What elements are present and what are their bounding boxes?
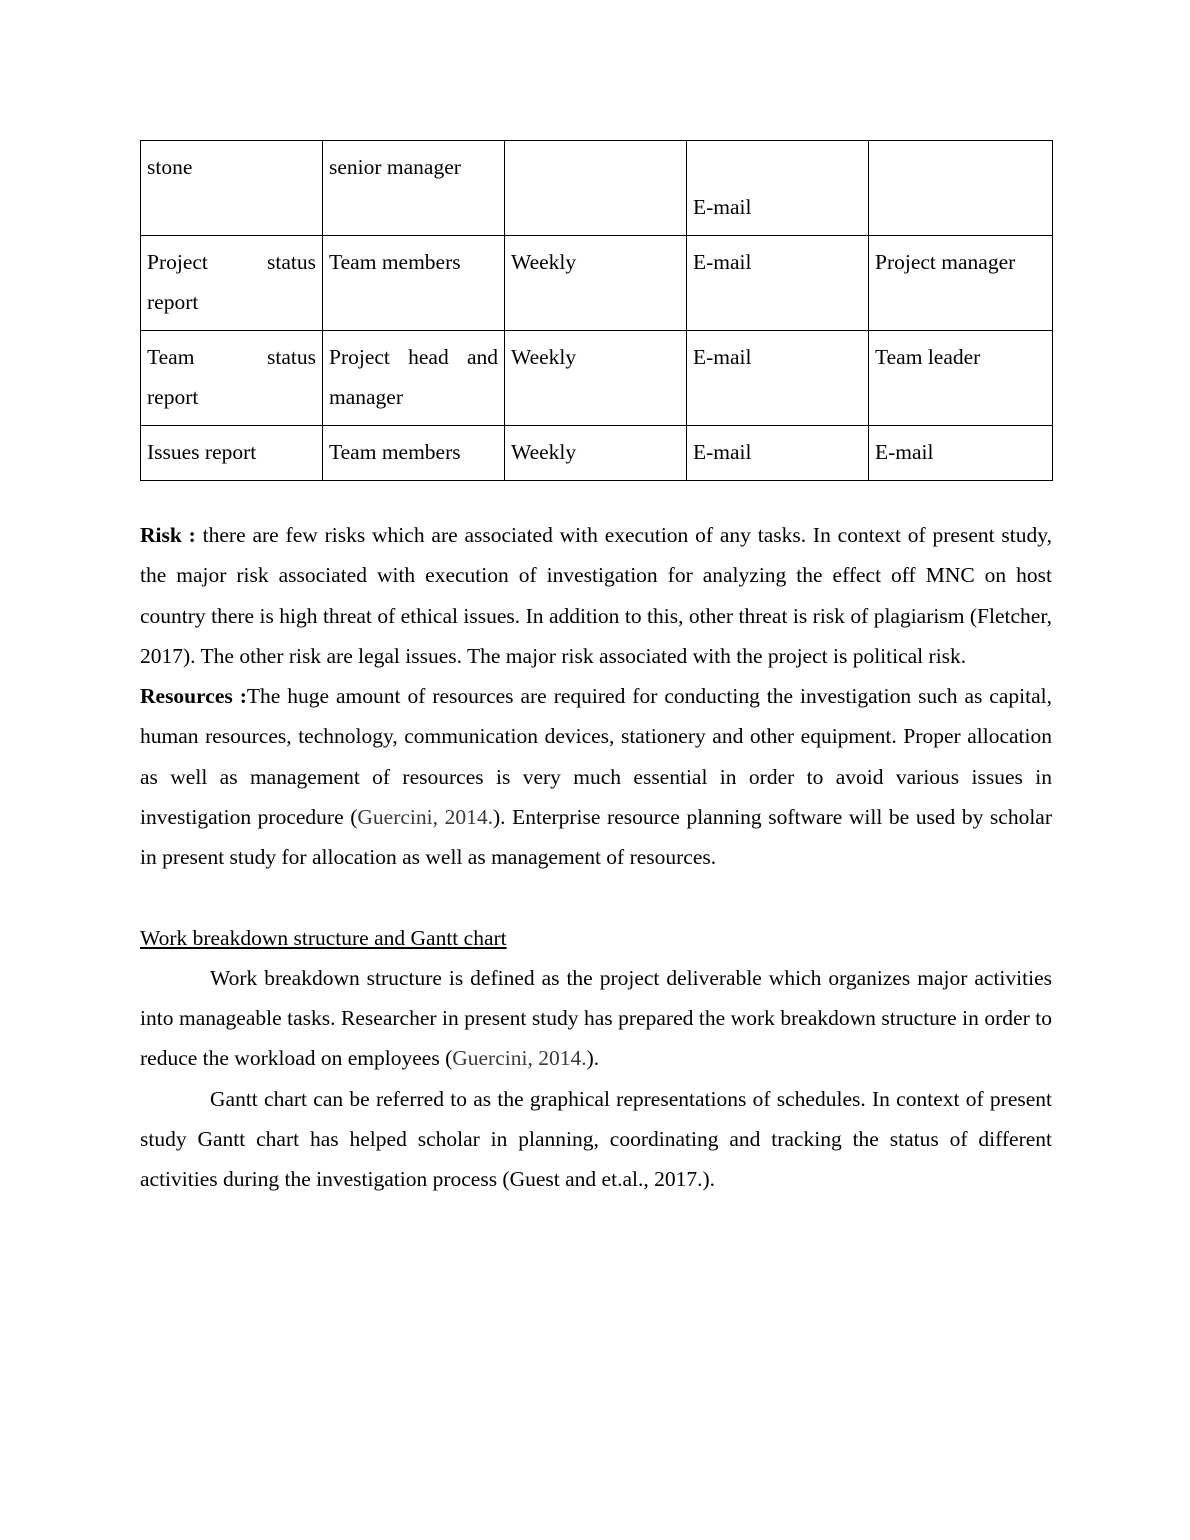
table-row bbox=[141, 426, 1053, 481]
risk-label: Risk : bbox=[140, 523, 196, 547]
table-row bbox=[141, 236, 1053, 331]
wbs-paragraph: Work breakdown structure is defined as the project deliverable which organizes major activities into manageable tasks. Researcher in present study has prepared the work breakdown structure in order to reduce the workload on employees (Guercini, 2014.). bbox=[140, 965, 1052, 1071]
table-cell: E-mail bbox=[869, 426, 1053, 481]
table-cell: Team members bbox=[323, 426, 505, 481]
table-row bbox=[141, 331, 1053, 426]
table-cell: Team leader bbox=[869, 331, 1053, 426]
table-cell: Weekly bbox=[505, 236, 687, 331]
table-cell: Weekly bbox=[505, 426, 687, 481]
table-cell: E-mail bbox=[687, 331, 869, 426]
table-cell: Team status report bbox=[141, 331, 323, 426]
communication-table bbox=[140, 140, 1053, 481]
citation: Guercini, 2014. bbox=[357, 805, 493, 830]
table-cell bbox=[869, 141, 1053, 236]
table-cell: E-mail bbox=[687, 426, 869, 481]
resources-paragraph: Resources :The huge amount of resources are required for conducting the investigation such as capital, human resources, technology, communication devices, stationery and other equipment. Proper allocation as well as management of resources is very much essential in order to avoid various issues in investigation procedure (Guercini, 2014.). Enterprise resource planning software will be used by scholar in present study for allocation as well as management of resources. bbox=[140, 684, 1053, 870]
table-cell: E-mail bbox=[687, 141, 869, 236]
table-cell: Team members bbox=[323, 236, 505, 331]
table-cell bbox=[505, 141, 687, 236]
citation: Guercini, 2014. bbox=[452, 1046, 587, 1071]
risk-text: there are few risks which are associated with execution of any tasks. In context of present study, the major risk associated with execution of investigation for analyzing the effect off MNC on host country there is high threat of ethical issues. In addition to this, other threat is risk of plagiarism (Fletcher, 2017). The other risk are legal issues. The major risk associated with the project is political risk. bbox=[140, 523, 1053, 668]
table-cell: Project status report bbox=[141, 236, 323, 331]
table-cell: Weekly bbox=[505, 331, 687, 426]
table-cell: stone bbox=[141, 141, 323, 236]
document-page bbox=[140, 140, 1052, 1199]
risk-paragraph bbox=[140, 515, 1052, 676]
table-cell: Issues report bbox=[141, 426, 323, 481]
resources-label: Resources : bbox=[140, 684, 247, 709]
table-cell: senior manager bbox=[323, 141, 505, 236]
table-cell: Project manager bbox=[869, 236, 1053, 331]
gantt-paragraph: Gantt chart can be referred to as the graphical representations of schedules. In context of present study Gantt chart has helped scholar in planning, coordinating and tracking the status of different activities during the investigation process (Guest and et.al., 2017.). bbox=[140, 1086, 1052, 1192]
table-cell: E-mail bbox=[687, 236, 869, 331]
section-heading: Work breakdown structure and Gantt chart bbox=[140, 925, 507, 950]
table-cell: Project head and manager bbox=[323, 331, 505, 426]
table-row bbox=[141, 141, 1053, 236]
